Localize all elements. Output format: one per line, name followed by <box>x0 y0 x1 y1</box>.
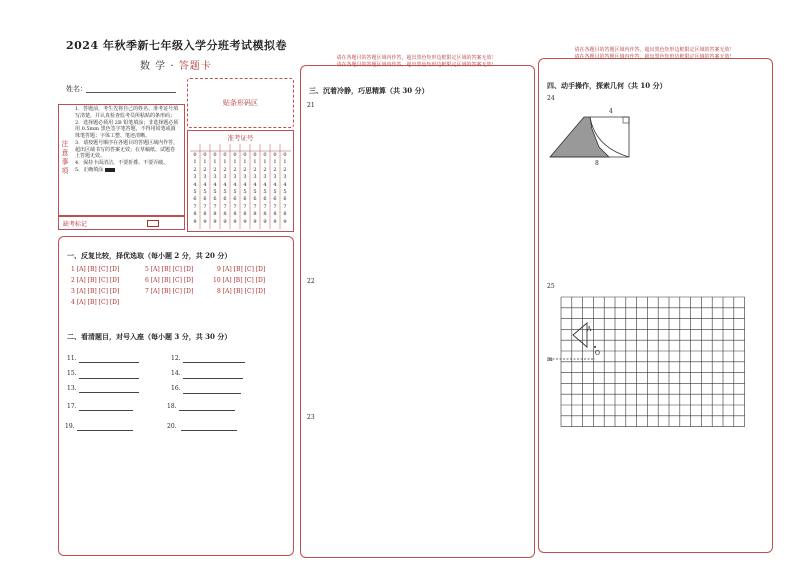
ticket-digit[interactable]: 6 <box>253 196 257 203</box>
ticket-digit[interactable]: 8 <box>273 211 277 218</box>
ticket-digit[interactable]: 8 <box>203 211 207 218</box>
fill-number: 11. <box>67 355 77 362</box>
ticket-digit[interactable]: 4 <box>253 181 257 188</box>
exam-title: 2024 年秋季新七年级入学分班考试模拟卷 <box>66 39 287 52</box>
ticket-digit[interactable]: 5 <box>243 189 247 196</box>
ticket-digit[interactable]: 8 <box>213 211 217 218</box>
q24-figure <box>547 103 657 165</box>
ticket-digit[interactable]: 2 <box>203 166 207 173</box>
ticket-grid[interactable] <box>190 144 291 229</box>
ticket-digit[interactable]: 6 <box>203 196 207 203</box>
q24-top-label: 4 <box>609 108 613 115</box>
ticket-digit[interactable]: 6 <box>223 196 227 203</box>
notice-item: 1．答题前，考生先将自己的姓名、准考证号填写清楚，并认真检查监考员所粘贴的条形码； <box>75 106 179 119</box>
ticket-digit[interactable]: 7 <box>243 203 247 210</box>
ticket-digit[interactable]: 2 <box>263 166 267 173</box>
ticket-digit[interactable]: 1 <box>283 159 287 166</box>
ticket-digit[interactable]: 3 <box>233 174 237 181</box>
warning-top: 请在各题目的答题区域内作答，超出黑色矩形边框限定区域的答案无效！ <box>574 54 735 60</box>
ticket-digit[interactable]: 7 <box>263 203 267 210</box>
ticket-digit[interactable]: 2 <box>243 166 247 173</box>
notice-item: 4．保持卡面清洁，不要折叠、不要弄破。 <box>75 160 169 167</box>
ticket-digit[interactable]: 5 <box>223 189 227 196</box>
ticket-digit[interactable]: 9 <box>243 218 247 225</box>
ticket-digit[interactable]: 1 <box>213 159 217 166</box>
subject-label: 数 学 · <box>140 61 179 72</box>
ticket-digit[interactable]: 6 <box>263 196 267 203</box>
fill-blank[interactable] <box>183 387 241 394</box>
ticket-digit[interactable]: 0 <box>203 152 207 158</box>
question-number: 25 <box>547 283 555 290</box>
ticket-digit[interactable]: 0 <box>243 152 247 158</box>
mc-option[interactable]: 8 [A] [B] [C] [D] <box>217 288 266 295</box>
ticket-digit[interactable]: 2 <box>273 166 277 173</box>
filled-sample-icon <box>105 168 115 172</box>
ticket-digit[interactable]: 1 <box>223 159 227 166</box>
name-field[interactable] <box>86 92 176 93</box>
mc-option[interactable]: 5 [A] [B] [C] [D] <box>145 266 194 273</box>
ticket-digit[interactable]: 7 <box>193 203 197 210</box>
q25-point-a: A <box>587 326 592 333</box>
ticket-digit[interactable]: 9 <box>203 218 207 225</box>
ticket-digit[interactable]: 9 <box>223 218 227 225</box>
ticket-digit[interactable]: 9 <box>213 218 217 225</box>
ticket-digit[interactable]: 9 <box>263 218 267 225</box>
ticket-digit[interactable]: 7 <box>223 203 227 210</box>
warning-top: 请在各题目的答题区域内作答，超出黑色矩形边框限定区域的答案无效！ <box>336 55 497 61</box>
ticket-digit[interactable]: 6 <box>193 196 197 203</box>
ticket-digit[interactable]: 3 <box>213 174 217 181</box>
ticket-digit[interactable]: 7 <box>273 203 277 210</box>
ticket-digit[interactable]: 0 <box>253 152 257 158</box>
ticket-digit[interactable]: 4 <box>223 181 227 188</box>
ticket-digit[interactable]: 0 <box>263 152 267 158</box>
ticket-digit[interactable]: 8 <box>253 211 257 218</box>
mc-option[interactable]: 4 [A] [B] [C] [D] <box>71 299 120 306</box>
fill-number: 16. <box>171 385 181 392</box>
q25-grid[interactable] <box>547 295 747 427</box>
ticket-digit[interactable]: 1 <box>263 159 267 166</box>
absent-label: 缺考标记 <box>63 221 88 228</box>
ticket-digit[interactable]: 3 <box>203 174 207 181</box>
part1-title: 一、反复比较，择优选取（每小题 2 分，共 20 分） <box>67 251 232 260</box>
ticket-digit[interactable]: 2 <box>253 166 257 173</box>
ticket-digit[interactable]: 6 <box>283 196 287 203</box>
mc-option[interactable]: 1 [A] [B] [C] [D] <box>71 266 120 273</box>
fill-blank[interactable] <box>79 386 139 393</box>
fill-blank[interactable] <box>183 372 243 379</box>
ticket-digit[interactable]: 0 <box>283 152 287 158</box>
fill-blank[interactable] <box>79 404 133 411</box>
ticket-digit[interactable]: 8 <box>283 211 287 218</box>
fill-number: 14. <box>171 370 181 377</box>
mc-option[interactable]: 2 [A] [B] [C] [D] <box>71 277 120 284</box>
fill-number: 20. <box>167 423 177 430</box>
fill-number: 13. <box>67 385 77 392</box>
notice-item <box>75 167 179 174</box>
ticket-digit[interactable]: 0 <box>193 152 197 158</box>
fill-number: 17. <box>67 403 77 410</box>
ticket-digit-column[interactable] <box>200 152 210 226</box>
absent-checkbox[interactable] <box>147 220 159 227</box>
notice-item: 2．选择题必须用 2B 铅笔填涂；非选择题必须用 0.5mm 黑色签字笔答题，不得用铅笔或圆珠笔答题；字体工整、笔迹清晰。 <box>75 119 179 139</box>
ticket-digit[interactable]: 8 <box>263 211 267 218</box>
ticket-digit[interactable]: 3 <box>193 174 197 181</box>
ticket-digit[interactable]: 9 <box>193 218 197 225</box>
absent-mark <box>58 216 185 230</box>
ticket-digit[interactable]: 5 <box>233 189 237 196</box>
ticket-digit[interactable]: 9 <box>253 218 257 225</box>
ticket-digit[interactable]: 2 <box>283 166 287 173</box>
part3-panel <box>300 65 535 558</box>
ticket-number-box <box>187 130 294 232</box>
notice-list <box>75 106 179 174</box>
ticket-digit[interactable]: 0 <box>273 152 277 158</box>
ticket-digit[interactable]: 2 <box>193 166 197 173</box>
ticket-digit[interactable]: 0 <box>213 152 217 158</box>
ticket-digit[interactable]: 8 <box>223 211 227 218</box>
ticket-digit-column[interactable] <box>270 152 280 226</box>
ticket-digit[interactable]: 3 <box>223 174 227 181</box>
ticket-digit[interactable]: 9 <box>233 218 237 225</box>
ticket-digit[interactable]: 6 <box>273 196 277 203</box>
mc-option[interactable]: 10 [A] [B] [C] [D] <box>213 277 266 284</box>
ticket-digit[interactable]: 4 <box>193 181 197 188</box>
ticket-digit[interactable]: 5 <box>203 189 207 196</box>
answer-card-label: 答题卡 <box>178 61 212 72</box>
ticket-digit[interactable]: 7 <box>283 203 287 210</box>
ticket-digit[interactable]: 7 <box>213 203 217 210</box>
ticket-digit[interactable]: 6 <box>243 196 247 203</box>
ticket-digit[interactable]: 5 <box>283 189 287 196</box>
ticket-digit[interactable]: 1 <box>203 159 207 166</box>
question-number: 22 <box>307 278 315 285</box>
ticket-digit[interactable]: 9 <box>273 218 277 225</box>
ticket-digit[interactable]: 4 <box>263 181 267 188</box>
ticket-digit-column[interactable] <box>190 152 200 226</box>
ticket-digit[interactable]: 8 <box>193 211 197 218</box>
ticket-digit[interactable]: 8 <box>233 211 237 218</box>
ticket-digit[interactable]: 2 <box>213 166 217 173</box>
ticket-digit[interactable]: 3 <box>243 174 247 181</box>
ticket-digit[interactable]: 9 <box>283 218 287 225</box>
fill-blank[interactable] <box>179 404 235 411</box>
fill-blank[interactable] <box>183 356 245 363</box>
ticket-digit[interactable]: 3 <box>263 174 267 181</box>
ticket-digit[interactable]: 5 <box>263 189 267 196</box>
ticket-digit[interactable]: 7 <box>203 203 207 210</box>
part3-title: 三、沉着冷静，巧思精算（共 30 分） <box>309 86 429 95</box>
warning-top: 请在各题目的答题区域内作答，超出黑色矩形边框限定区域的答案无效！ <box>574 47 735 53</box>
ticket-digit[interactable]: 6 <box>213 196 217 203</box>
ticket-digit[interactable]: 7 <box>233 203 237 210</box>
ticket-digit[interactable]: 5 <box>273 189 277 196</box>
ticket-digit-column[interactable] <box>220 152 230 226</box>
question-number: 21 <box>307 102 315 109</box>
question-number: 23 <box>307 414 315 421</box>
q25-line-m: m <box>547 356 553 363</box>
notice-item-text: 5．正确填涂 <box>75 167 104 174</box>
ticket-digit[interactable]: 4 <box>273 181 277 188</box>
fill-blank[interactable] <box>79 372 139 379</box>
ticket-digit[interactable]: 5 <box>213 189 217 196</box>
q24-bottom-label: 8 <box>595 160 599 165</box>
mc-option[interactable]: 6 [A] [B] [C] [D] <box>145 277 194 284</box>
ticket-digit[interactable]: 5 <box>253 189 257 196</box>
ticket-digit-column[interactable] <box>240 152 250 226</box>
mc-option[interactable]: 7 [A] [B] [C] [D] <box>145 288 194 295</box>
ticket-digit[interactable]: 1 <box>243 159 247 166</box>
q25-point-o: O <box>595 350 600 357</box>
barcode-area: 贴条形码区 <box>187 78 294 128</box>
ticket-digit[interactable]: 6 <box>233 196 237 203</box>
ticket-digit[interactable]: 0 <box>233 152 237 158</box>
ticket-digit[interactable]: 2 <box>223 166 227 173</box>
fill-blank[interactable] <box>77 424 133 431</box>
part4-panel <box>538 58 773 553</box>
ticket-digit[interactable]: 4 <box>283 181 287 188</box>
ticket-digit[interactable]: 0 <box>223 152 227 158</box>
ticket-title: 准考证号 <box>227 134 254 142</box>
fill-blank[interactable] <box>79 356 139 363</box>
name-label: 姓名： <box>66 85 87 93</box>
ticket-digit[interactable]: 8 <box>243 211 247 218</box>
ticket-digit[interactable]: 3 <box>283 174 287 181</box>
ticket-digit-column[interactable] <box>280 152 290 226</box>
mc-option[interactable]: 3 [A] [B] [C] [D] <box>71 288 120 295</box>
ticket-digit[interactable]: 1 <box>193 159 197 166</box>
fill-number: 19. <box>65 423 75 430</box>
ticket-digit[interactable]: 4 <box>203 181 207 188</box>
ticket-digit-column[interactable] <box>250 152 260 226</box>
ticket-digit[interactable]: 1 <box>273 159 277 166</box>
warning-top: 请在各题目的答题区域内作答，超出黑色矩形边框限定区域的答案无效！ <box>336 62 497 68</box>
fill-number: 18. <box>167 403 177 410</box>
ticket-digit[interactable]: 3 <box>273 174 277 181</box>
ticket-digit[interactable]: 1 <box>253 159 257 166</box>
ticket-digit-column[interactable] <box>260 152 270 226</box>
ticket-digit[interactable]: 1 <box>233 159 237 166</box>
part1-panel <box>58 236 294 556</box>
fill-blank[interactable] <box>181 424 237 431</box>
ticket-digit[interactable]: 7 <box>253 203 257 210</box>
ticket-digit[interactable]: 5 <box>193 189 197 196</box>
mc-option[interactable]: 9 [A] [B] [C] [D] <box>217 266 266 273</box>
fill-number: 15. <box>67 370 77 377</box>
ticket-digit-column[interactable] <box>210 152 220 226</box>
ticket-digit[interactable]: 4 <box>213 181 217 188</box>
part2-title: 二、看清题目，对号入座（每小题 3 分，共 30 分） <box>67 332 232 341</box>
ticket-digit[interactable]: 4 <box>233 181 237 188</box>
fill-number: 12. <box>171 355 181 362</box>
ticket-digit[interactable]: 2 <box>233 166 237 173</box>
part4-title: 四、动手操作，探索几何（共 10 分） <box>547 81 667 90</box>
notice-item: 3．请按题号顺序在各题目的答题区域内作答，超出区域书写的答案无效；在草稿纸、试题卷上答题无效。 <box>75 139 179 160</box>
exam-subtitle <box>140 57 212 72</box>
question-number: 24 <box>547 95 555 102</box>
notice-label: 注意事项 <box>61 140 69 175</box>
ticket-digit[interactable]: 4 <box>243 181 247 188</box>
ticket-digit-column[interactable] <box>230 152 240 226</box>
ticket-digit[interactable]: 3 <box>253 174 257 181</box>
